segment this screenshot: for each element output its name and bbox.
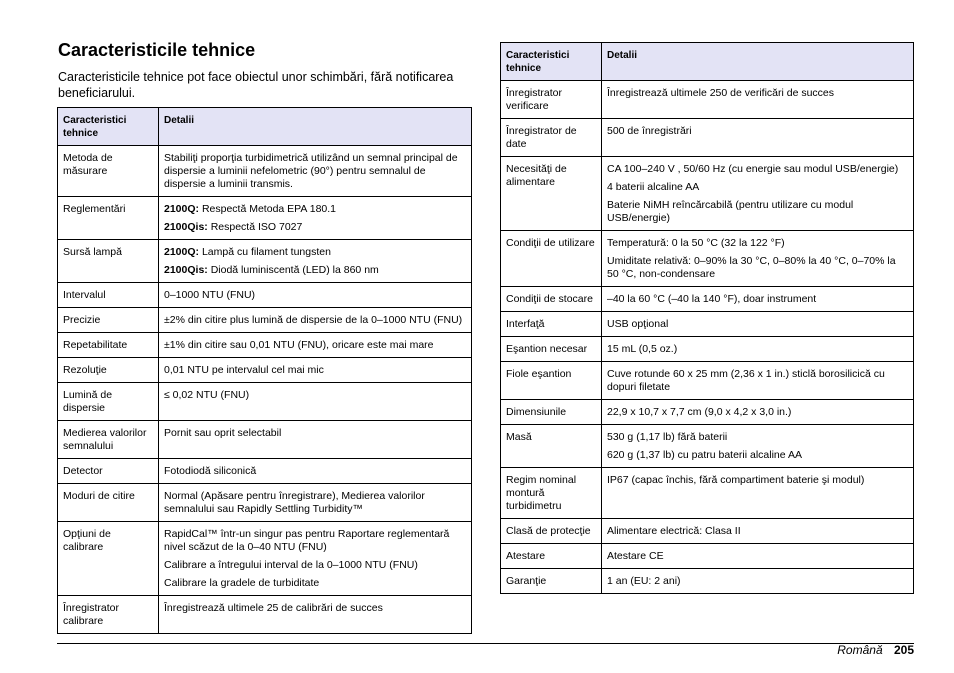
model-label: 2100Qis:	[164, 221, 208, 233]
spec-name-cell: Condiţii de stocare	[501, 287, 602, 312]
table-row	[58, 421, 472, 459]
detail-line: Pornit sau oprit selectabil	[164, 427, 282, 439]
detail-line: ±2% din citire plus lumină de dispersie de la 0–1000 NTU (FNU)	[164, 314, 463, 326]
detail-line: Umiditate relativă: 0–90% la 30 °C, 0–80% la 40 °C, 0–70% la 50 °C, non-condensare	[607, 255, 896, 280]
detail-text: Respectă ISO 7027	[207, 221, 303, 233]
detail-line: 1 an (EU: 2 ani)	[607, 575, 681, 587]
detail-line: Normal (Apăsare pentru înregistrare), Medierea valorilor semnalului sau Rapidly Settling Turbidity™	[164, 490, 425, 515]
page-footer	[837, 643, 914, 657]
table-row	[501, 337, 914, 362]
table-row	[501, 569, 914, 594]
spec-name-cell: Înregistrator calibrare	[58, 596, 159, 634]
spec-table-right	[500, 42, 914, 594]
spec-name-cell: Eşantion necesar	[501, 337, 602, 362]
spec-details-cell	[159, 358, 472, 383]
table-row	[58, 484, 472, 522]
detail-line: Fotodiodă siliconică	[164, 465, 257, 477]
spec-details-cell	[602, 425, 914, 468]
spec-name-cell: Masă	[501, 425, 602, 468]
table-row	[58, 459, 472, 484]
detail-line: CA 100–240 V , 50/60 Hz (cu energie sau modul USB/energie)	[607, 163, 899, 175]
footer-language: Română	[837, 643, 883, 657]
spec-name-cell: Clasă de protecţie	[501, 519, 602, 544]
table-row	[501, 287, 914, 312]
spec-details-cell	[159, 484, 472, 522]
detail-text: Respectă Metoda EPA 180.1	[199, 203, 337, 215]
detail-line: Alimentare electrică: Clasa II	[607, 525, 741, 537]
spec-name-cell: Moduri de citire	[58, 484, 159, 522]
detail-line: 4 baterii alcaline AA	[607, 181, 700, 193]
spec-details-cell	[159, 240, 472, 283]
table-row	[501, 119, 914, 157]
spec-name-cell: Interfaţă	[501, 312, 602, 337]
spec-table-left-body	[58, 146, 472, 634]
spec-details-cell	[602, 157, 914, 231]
spec-name-cell: Sursă lampă	[58, 240, 159, 283]
spec-name-cell: Înregistrator verificare	[501, 81, 602, 119]
intro-paragraph: Caracteristicile tehnice pot face obiectul unor schimbări, fără notificarea beneficiarului.	[58, 70, 454, 100]
table-header-row	[58, 108, 472, 146]
table-row	[58, 146, 472, 197]
model-label: 2100Q:	[164, 203, 200, 215]
detail-text: Lampă cu filament tungsten	[199, 246, 331, 258]
detail-line	[164, 246, 466, 259]
detail-text: Diodă luminiscentă (LED) la 860 nm	[207, 264, 379, 276]
table-row	[501, 231, 914, 287]
detail-line: ≤ 0,02 NTU (FNU)	[164, 389, 250, 401]
table-row	[501, 544, 914, 569]
spec-details-cell	[602, 337, 914, 362]
table-row	[58, 308, 472, 333]
detail-line: Baterie NiMH reîncărcabilă (pentru utilizare cu modul USB/energie)	[607, 199, 854, 224]
detail-line: 500 de înregistrări	[607, 125, 692, 137]
detail-line	[164, 221, 466, 234]
table-row	[501, 157, 914, 231]
detail-line: RapidCal™ într-un singur pas pentru Raportare reglementară nivel scăzut de la 0–40 NTU (FNU)	[164, 528, 450, 553]
spec-name-cell: Metoda de măsurare	[58, 146, 159, 197]
spec-name-cell: Atestare	[501, 544, 602, 569]
detail-line: 15 mL (0,5 oz.)	[607, 343, 678, 355]
table-header-row	[501, 43, 914, 81]
detail-line: 620 g (1,37 lb) cu patru baterii alcaline AA	[607, 449, 802, 461]
detail-line: ±1% din citire sau 0,01 NTU (FNU), oricare este mai mare	[164, 339, 434, 351]
spec-name-cell: Necesităţi de alimentare	[501, 157, 602, 231]
table-row	[501, 400, 914, 425]
spec-details-cell	[602, 468, 914, 519]
spec-details-cell	[159, 308, 472, 333]
table-row	[501, 425, 914, 468]
detail-line: 0,01 NTU pe intervalul cel mai mic	[164, 364, 324, 376]
spec-details-cell	[602, 81, 914, 119]
footer-rule	[57, 643, 914, 644]
detail-line: Stabiliţi proporţia turbidimetrică utilizând un semnal principal de dispersie a luminii nefelometric (90°) pentru semnalul de dispersie a luminii transmis.	[164, 152, 458, 190]
spec-details-cell	[602, 231, 914, 287]
table-row	[58, 197, 472, 240]
spec-details-cell	[602, 362, 914, 400]
spec-name-cell: Reglementări	[58, 197, 159, 240]
spec-details-cell	[159, 596, 472, 634]
detail-line: 0–1000 NTU (FNU)	[164, 289, 256, 301]
spec-table-left	[57, 107, 472, 634]
table-row	[501, 81, 914, 119]
spec-name-cell: Dimensiunile	[501, 400, 602, 425]
header-characteristics: Caracteristici tehnice	[58, 108, 159, 146]
detail-line: Calibrare la gradele de turbiditate	[164, 577, 320, 589]
spec-table-right-body	[501, 81, 914, 594]
spec-details-cell	[159, 146, 472, 197]
detail-line: IP67 (capac închis, fără compartiment baterie şi modul)	[607, 474, 865, 486]
spec-name-cell: Detector	[58, 459, 159, 484]
spec-name-cell: Lumină de dispersie	[58, 383, 159, 421]
spec-details-cell	[159, 333, 472, 358]
detail-line: Cuve rotunde 60 x 25 mm (2,36 x 1 in.) sticlă borosilicică cu dopuri filetate	[607, 368, 885, 393]
spec-details-cell	[159, 421, 472, 459]
spec-name-cell: Medierea valorilor semnalului	[58, 421, 159, 459]
model-label: 2100Qis:	[164, 264, 208, 276]
spec-details-cell	[602, 544, 914, 569]
spec-details-cell	[602, 569, 914, 594]
spec-details-cell	[159, 522, 472, 596]
detail-line: –40 la 60 °C (–40 la 140 °F), doar instrument	[607, 293, 817, 305]
spec-name-cell: Condiţii de utilizare	[501, 231, 602, 287]
table-row	[501, 312, 914, 337]
spec-details-cell	[602, 287, 914, 312]
spec-name-cell: Repetabilitate	[58, 333, 159, 358]
detail-line: Înregistrează ultimele 25 de calibrări de succes	[164, 602, 383, 614]
spec-name-cell: Rezoluţie	[58, 358, 159, 383]
table-row	[501, 468, 914, 519]
spec-details-cell	[602, 119, 914, 157]
spec-name-cell: Garanţie	[501, 569, 602, 594]
spec-name-cell: Regim nominal montură turbidimetru	[501, 468, 602, 519]
table-row	[501, 519, 914, 544]
page-title: Caracteristicile tehnice	[58, 40, 256, 60]
detail-line: 530 g (1,17 lb) fără baterii	[607, 431, 728, 443]
header-characteristics: Caracteristici tehnice	[501, 43, 602, 81]
detail-line: USB opţional	[607, 318, 669, 330]
table-row	[501, 362, 914, 400]
header-details: Detalii	[159, 108, 472, 146]
detail-line	[164, 203, 466, 216]
spec-details-cell	[159, 383, 472, 421]
spec-details-cell	[602, 400, 914, 425]
spec-details-cell	[159, 283, 472, 308]
page-number: 205	[893, 643, 914, 657]
table-row	[58, 596, 472, 634]
table-row	[58, 383, 472, 421]
model-label: 2100Q:	[164, 246, 200, 258]
detail-line: Înregistrează ultimele 250 de verificări de succes	[607, 87, 835, 99]
table-row	[58, 358, 472, 383]
detail-line: Calibrare a întregului interval de la 0–1000 NTU (FNU)	[164, 559, 418, 571]
table-row	[58, 283, 472, 308]
spec-details-cell	[602, 519, 914, 544]
table-row	[58, 333, 472, 358]
detail-line: 22,9 x 10,7 x 7,7 cm (9,0 x 4,2 x 3,0 in.)	[607, 406, 792, 418]
spec-name-cell: Fiole eşantion	[501, 362, 602, 400]
spec-details-cell	[159, 459, 472, 484]
header-details: Detalii	[602, 43, 914, 81]
table-row	[58, 522, 472, 596]
spec-name-cell: Intervalul	[58, 283, 159, 308]
spec-name-cell: Precizie	[58, 308, 159, 333]
spec-name-cell: Opţiuni de calibrare	[58, 522, 159, 596]
spec-details-cell	[159, 197, 472, 240]
spec-name-cell: Înregistrator de date	[501, 119, 602, 157]
detail-line: Temperatură: 0 la 50 °C (32 la 122 °F)	[607, 237, 785, 249]
spec-details-cell	[602, 312, 914, 337]
table-row	[58, 240, 472, 283]
detail-line	[164, 264, 466, 277]
detail-line: Atestare CE	[607, 550, 664, 562]
